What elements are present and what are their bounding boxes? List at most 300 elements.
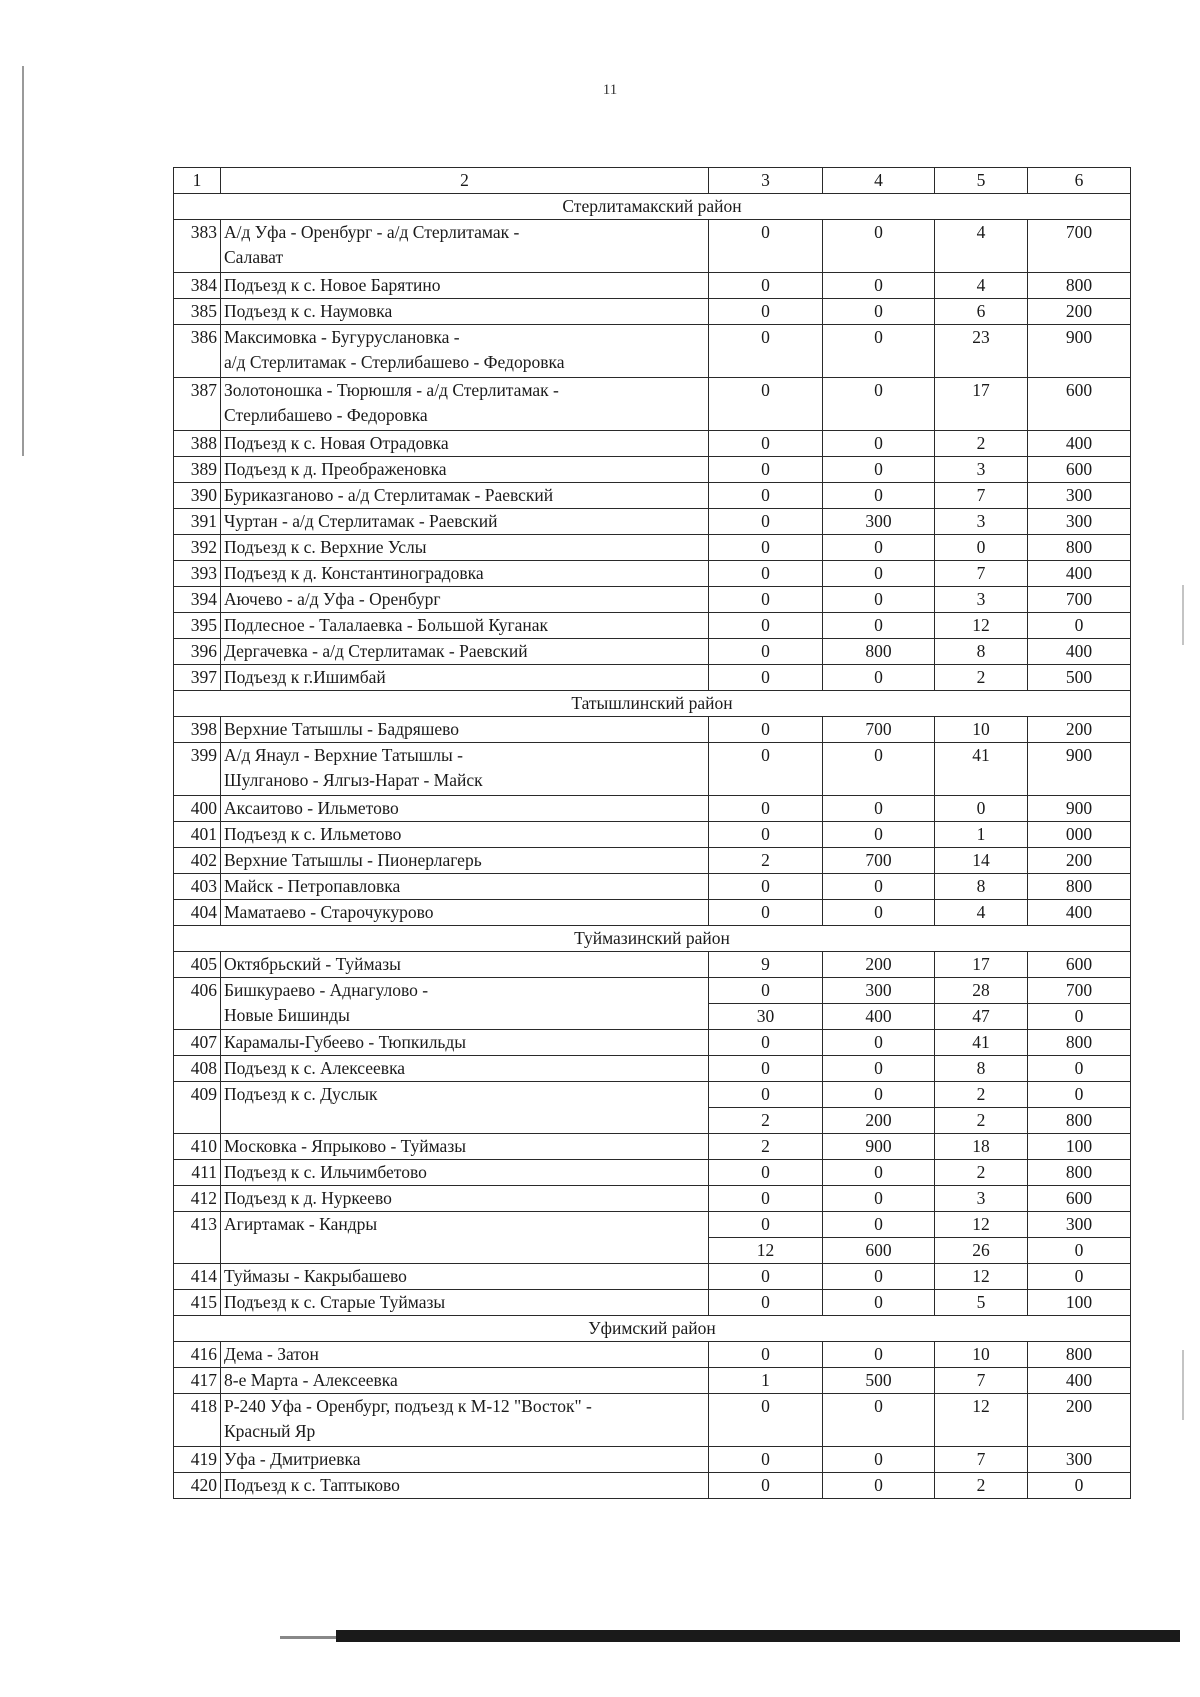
value-col-5: 7 [935, 561, 1028, 587]
column-header: 4 [823, 168, 935, 194]
value-col-4: 0 [823, 900, 935, 926]
value-col-5: 17 [935, 952, 1028, 978]
road-name [221, 848, 709, 874]
value-col-5: 7 [935, 1447, 1028, 1473]
table-row [174, 1264, 1131, 1290]
road-name-line: Майск - Петропавловка [224, 876, 401, 896]
column-header: 1 [174, 168, 221, 194]
table-row [174, 561, 1131, 587]
value-col-5: 2 [935, 431, 1028, 457]
value-col-6: 800 [1028, 874, 1131, 900]
road-name-line: Туймазы - Какрыбашево [224, 1266, 407, 1286]
value-col-4: 0 [823, 1056, 935, 1082]
value-col-4: 700 [823, 717, 935, 743]
value-col-4: 0 [823, 743, 935, 796]
value-col-3: 0 [709, 457, 823, 483]
column-header: 5 [935, 168, 1028, 194]
road-name-line: Красный Яр [224, 1421, 316, 1441]
value-col-6: 300 [1028, 483, 1131, 509]
value-col-5: 2 [935, 1082, 1028, 1108]
road-name [221, 1160, 709, 1186]
table-row [174, 1056, 1131, 1082]
table-row [174, 1134, 1131, 1160]
row-number: 405 [174, 952, 221, 978]
row-number: 387 [174, 378, 221, 431]
value-col-4: 0 [823, 665, 935, 691]
value-col-4: 600 [823, 1238, 935, 1264]
road-name [221, 1056, 709, 1082]
table-row [174, 1212, 1131, 1238]
value-col-6: 000 [1028, 822, 1131, 848]
row-number: 415 [174, 1290, 221, 1316]
value-col-3: 0 [709, 1160, 823, 1186]
value-col-4: 0 [823, 220, 935, 273]
value-col-5: 4 [935, 273, 1028, 299]
table-row [174, 325, 1131, 378]
road-name [221, 1394, 709, 1447]
road-name-line: Подъезд к с. Дуслык [224, 1084, 378, 1104]
value-col-4: 0 [823, 1030, 935, 1056]
value-col-4: 200 [823, 1108, 935, 1134]
value-col-6: 800 [1028, 1342, 1131, 1368]
table-row [174, 1160, 1131, 1186]
value-col-3: 0 [709, 1394, 823, 1447]
value-col-6: 800 [1028, 273, 1131, 299]
value-col-3: 30 [709, 1004, 823, 1030]
table-row [174, 743, 1131, 796]
value-col-6: 0 [1028, 1264, 1131, 1290]
road-name [221, 796, 709, 822]
row-number: 392 [174, 535, 221, 561]
value-col-4: 300 [823, 509, 935, 535]
row-number: 402 [174, 848, 221, 874]
value-col-3: 0 [709, 509, 823, 535]
road-name-line: Подъезд к д. Нуркеево [224, 1188, 392, 1208]
value-col-6: 200 [1028, 848, 1131, 874]
value-col-5: 10 [935, 1342, 1028, 1368]
road-name [221, 743, 709, 796]
section-row [174, 194, 1131, 220]
value-col-6: 800 [1028, 1160, 1131, 1186]
value-col-6: 700 [1028, 220, 1131, 273]
road-name-line: Салават [224, 247, 284, 267]
scan-artifact [280, 1636, 340, 1639]
road-name [221, 1082, 709, 1134]
value-col-4: 900 [823, 1134, 935, 1160]
value-col-3: 0 [709, 1290, 823, 1316]
row-number: 399 [174, 743, 221, 796]
value-col-5: 12 [935, 613, 1028, 639]
row-number: 416 [174, 1342, 221, 1368]
table-row [174, 639, 1131, 665]
row-number: 398 [174, 717, 221, 743]
value-col-3: 0 [709, 1342, 823, 1368]
value-col-5: 3 [935, 509, 1028, 535]
value-col-4: 0 [823, 1473, 935, 1499]
road-name [221, 717, 709, 743]
road-name-line: Подъезд к с. Верхние Услы [224, 537, 427, 557]
value-col-3: 0 [709, 639, 823, 665]
table-row [174, 717, 1131, 743]
road-name [221, 1186, 709, 1212]
road-name [221, 299, 709, 325]
value-col-4: 0 [823, 561, 935, 587]
road-name-line: Подъезд к с. Новое Барятино [224, 275, 441, 295]
table-row [174, 613, 1131, 639]
road-name-line: Стерлибашево - Федоровка [224, 405, 428, 425]
roads-table [173, 167, 1131, 1499]
road-name-line: а/д Стерлитамак - Стерлибашево - Федоровка [224, 352, 565, 372]
table-row [174, 220, 1131, 273]
road-name [221, 273, 709, 299]
road-name-line: Чуртан - а/д Стерлитамак - Раевский [224, 511, 498, 531]
value-col-5: 0 [935, 535, 1028, 561]
road-name [221, 639, 709, 665]
row-number: 396 [174, 639, 221, 665]
value-col-3: 0 [709, 822, 823, 848]
value-col-6: 800 [1028, 1030, 1131, 1056]
road-name-line: Буриказганово - а/д Стерлитамак - Раевский [224, 485, 554, 505]
road-name [221, 431, 709, 457]
value-col-6: 600 [1028, 952, 1131, 978]
table-row [174, 378, 1131, 431]
road-name-line: 8-е Марта - Алексеевка [224, 1370, 398, 1390]
value-col-3: 2 [709, 1108, 823, 1134]
table-row [174, 299, 1131, 325]
road-name-line: Шулганово - Ялгыз-Нарат - Майск [224, 770, 483, 790]
value-col-3: 0 [709, 535, 823, 561]
value-col-5: 8 [935, 874, 1028, 900]
scan-margin-line [22, 66, 24, 456]
road-name [221, 378, 709, 431]
value-col-3: 0 [709, 796, 823, 822]
value-col-6: 200 [1028, 717, 1131, 743]
value-col-5: 1 [935, 822, 1028, 848]
value-col-5: 6 [935, 299, 1028, 325]
value-col-6: 600 [1028, 1186, 1131, 1212]
value-col-5: 7 [935, 483, 1028, 509]
table-row [174, 273, 1131, 299]
value-col-5: 10 [935, 717, 1028, 743]
table-row [174, 483, 1131, 509]
road-name [221, 1030, 709, 1056]
section-row [174, 691, 1131, 717]
value-col-4: 0 [823, 1264, 935, 1290]
table-row [174, 665, 1131, 691]
value-col-5: 7 [935, 1368, 1028, 1394]
table-row [174, 1368, 1131, 1394]
table-row [174, 978, 1131, 1004]
value-col-6: 900 [1028, 325, 1131, 378]
value-col-3: 0 [709, 665, 823, 691]
road-name-line: Дергачевка - а/д Стерлитамак - Раевский [224, 641, 528, 661]
road-name-line: Подъезд к с. Ильметово [224, 824, 402, 844]
row-number: 408 [174, 1056, 221, 1082]
road-name [221, 1447, 709, 1473]
value-col-5: 2 [935, 1473, 1028, 1499]
value-col-6: 300 [1028, 509, 1131, 535]
value-col-6: 400 [1028, 900, 1131, 926]
road-name-line: Бишкураево - Аднагулово - [224, 980, 429, 1000]
value-col-3: 0 [709, 613, 823, 639]
value-col-6: 200 [1028, 299, 1131, 325]
road-name-line: Агиртамак - Кандры [224, 1214, 378, 1234]
table-row [174, 874, 1131, 900]
section-title: Туймазинский район [174, 926, 1131, 952]
section-title: Татышлинский район [174, 691, 1131, 717]
value-col-4: 0 [823, 325, 935, 378]
road-name [221, 874, 709, 900]
value-col-5: 17 [935, 378, 1028, 431]
scan-edge-bar [336, 1630, 1180, 1642]
road-name-line: Подъезд к с. Новая Отрадовка [224, 433, 449, 453]
value-col-3: 2 [709, 848, 823, 874]
value-col-4: 0 [823, 457, 935, 483]
page-number: 11 [602, 82, 618, 98]
row-number: 417 [174, 1368, 221, 1394]
value-col-4: 0 [823, 378, 935, 431]
value-col-4: 0 [823, 822, 935, 848]
value-col-6: 0 [1028, 1082, 1131, 1108]
value-col-4: 300 [823, 978, 935, 1004]
table-row [174, 1082, 1131, 1108]
scan-margin-mark [1182, 585, 1184, 645]
scan-margin-mark [1182, 1350, 1184, 1420]
row-number: 386 [174, 325, 221, 378]
row-number: 397 [174, 665, 221, 691]
value-col-6: 600 [1028, 378, 1131, 431]
value-col-6: 200 [1028, 1394, 1131, 1447]
value-col-3: 0 [709, 325, 823, 378]
road-name-line: Аючево - а/д Уфа - Оренбург [224, 589, 441, 609]
value-col-5: 12 [935, 1394, 1028, 1447]
value-col-5: 3 [935, 1186, 1028, 1212]
road-name [221, 1368, 709, 1394]
value-col-4: 0 [823, 1290, 935, 1316]
column-header: 2 [221, 168, 709, 194]
road-name-line: Уфа - Дмитриевка [224, 1449, 361, 1469]
row-number: 418 [174, 1394, 221, 1447]
road-name-line: Подъезд к с. Старые Туймазы [224, 1292, 446, 1312]
value-col-4: 0 [823, 1160, 935, 1186]
value-col-6: 400 [1028, 431, 1131, 457]
table-row [174, 1186, 1131, 1212]
road-name [221, 483, 709, 509]
road-name [221, 220, 709, 273]
header-row [174, 168, 1131, 194]
value-col-4: 0 [823, 299, 935, 325]
row-number: 404 [174, 900, 221, 926]
table-row [174, 952, 1131, 978]
table-row [174, 822, 1131, 848]
value-col-5: 47 [935, 1004, 1028, 1030]
roads-table-body [174, 168, 1131, 1499]
value-col-4: 500 [823, 1368, 935, 1394]
value-col-3: 0 [709, 220, 823, 273]
road-name [221, 1342, 709, 1368]
row-number: 401 [174, 822, 221, 848]
value-col-5: 2 [935, 1108, 1028, 1134]
row-number: 385 [174, 299, 221, 325]
value-col-6: 500 [1028, 665, 1131, 691]
value-col-5: 8 [935, 639, 1028, 665]
value-col-4: 0 [823, 613, 935, 639]
value-col-4: 0 [823, 1447, 935, 1473]
road-name [221, 1134, 709, 1160]
table-row [174, 587, 1131, 613]
row-number: 412 [174, 1186, 221, 1212]
row-number: 403 [174, 874, 221, 900]
road-name [221, 535, 709, 561]
road-name [221, 1290, 709, 1316]
value-col-5: 41 [935, 1030, 1028, 1056]
road-name [221, 952, 709, 978]
table-row [174, 1394, 1131, 1447]
road-name [221, 665, 709, 691]
value-col-3: 9 [709, 952, 823, 978]
value-col-3: 0 [709, 1473, 823, 1499]
row-number: 419 [174, 1447, 221, 1473]
value-col-3: 0 [709, 1030, 823, 1056]
value-col-5: 5 [935, 1290, 1028, 1316]
value-col-3: 12 [709, 1238, 823, 1264]
row-number: 414 [174, 1264, 221, 1290]
road-name-line: Подъезд к с. Алексеевка [224, 1058, 406, 1078]
value-col-6: 300 [1028, 1212, 1131, 1238]
road-name-line: Подъезд к д. Константиноградовка [224, 563, 484, 583]
road-name-line: Верхние Татышлы - Бадряшево [224, 719, 459, 739]
value-col-6: 800 [1028, 1108, 1131, 1134]
road-name-line: Максимовка - Бугуруслановка - [224, 327, 460, 347]
value-col-5: 8 [935, 1056, 1028, 1082]
row-number: 407 [174, 1030, 221, 1056]
value-col-3: 0 [709, 273, 823, 299]
value-col-5: 2 [935, 665, 1028, 691]
value-col-3: 0 [709, 1212, 823, 1238]
value-col-3: 0 [709, 561, 823, 587]
value-col-5: 28 [935, 978, 1028, 1004]
road-name-line: Новые Бишинды [224, 1005, 350, 1025]
value-col-6: 0 [1028, 1238, 1131, 1264]
value-col-6: 700 [1028, 978, 1131, 1004]
value-col-4: 0 [823, 587, 935, 613]
road-name-line: Октябрьский - Туймазы [224, 954, 401, 974]
table-row [174, 509, 1131, 535]
row-number: 395 [174, 613, 221, 639]
road-name-line: Подъезд к с. Ильчимбетово [224, 1162, 427, 1182]
value-col-3: 0 [709, 900, 823, 926]
value-col-3: 1 [709, 1368, 823, 1394]
column-header: 3 [709, 168, 823, 194]
value-col-4: 0 [823, 1082, 935, 1108]
value-col-4: 0 [823, 1342, 935, 1368]
road-name [221, 1212, 709, 1264]
value-col-6: 300 [1028, 1447, 1131, 1473]
road-name-line: Подъезд к с. Наумовка [224, 301, 393, 321]
row-number: 384 [174, 273, 221, 299]
value-col-6: 400 [1028, 639, 1131, 665]
value-col-5: 26 [935, 1238, 1028, 1264]
value-col-6: 800 [1028, 535, 1131, 561]
road-name-line: Подъезд к с. Таптыково [224, 1475, 400, 1495]
road-name-line: Дема - Затон [224, 1344, 319, 1364]
row-number: 383 [174, 220, 221, 273]
road-name [221, 325, 709, 378]
value-col-5: 4 [935, 220, 1028, 273]
value-col-3: 0 [709, 378, 823, 431]
value-col-4: 0 [823, 1186, 935, 1212]
value-col-3: 0 [709, 299, 823, 325]
value-col-5: 18 [935, 1134, 1028, 1160]
road-name-line: Золотоношка - Тюрюшля - а/д Стерлитамак - [224, 380, 559, 400]
road-name-line: Подъезд к г.Ишимбай [224, 667, 386, 687]
value-col-3: 0 [709, 483, 823, 509]
value-col-4: 0 [823, 1394, 935, 1447]
value-col-5: 14 [935, 848, 1028, 874]
section-row [174, 926, 1131, 952]
row-number: 406 [174, 978, 221, 1030]
row-number: 390 [174, 483, 221, 509]
table-row [174, 796, 1131, 822]
row-number: 410 [174, 1134, 221, 1160]
road-name-line: Р-240 Уфа - Оренбург, подъезд к М-12 "Восток" - [224, 1396, 592, 1416]
value-col-5: 3 [935, 587, 1028, 613]
value-col-4: 0 [823, 796, 935, 822]
value-col-4: 0 [823, 431, 935, 457]
row-number: 393 [174, 561, 221, 587]
value-col-3: 0 [709, 717, 823, 743]
road-name [221, 561, 709, 587]
section-title: Уфимский район [174, 1316, 1131, 1342]
road-name [221, 613, 709, 639]
road-name-line: Аксаитово - Ильметово [224, 798, 399, 818]
value-col-4: 0 [823, 483, 935, 509]
value-col-4: 700 [823, 848, 935, 874]
row-number: 411 [174, 1160, 221, 1186]
value-col-6: 0 [1028, 1473, 1131, 1499]
road-name-line: Маматаево - Старочукурово [224, 902, 434, 922]
road-name-line: Подлесное - Талалаевка - Большой Куганак [224, 615, 549, 635]
road-name-line: Верхние Татышлы - Пионерлагерь [224, 850, 482, 870]
row-number: 413 [174, 1212, 221, 1264]
value-col-5: 23 [935, 325, 1028, 378]
value-col-6: 100 [1028, 1134, 1131, 1160]
table-row [174, 1473, 1131, 1499]
table-row [174, 431, 1131, 457]
value-col-6: 0 [1028, 1056, 1131, 1082]
value-col-5: 4 [935, 900, 1028, 926]
road-name [221, 457, 709, 483]
road-name [221, 822, 709, 848]
value-col-5: 0 [935, 796, 1028, 822]
table-row [174, 457, 1131, 483]
table-row [174, 848, 1131, 874]
table-row [174, 1342, 1131, 1368]
value-col-6: 400 [1028, 1368, 1131, 1394]
value-col-3: 0 [709, 1056, 823, 1082]
road-name [221, 900, 709, 926]
value-col-3: 0 [709, 587, 823, 613]
table-row [174, 1030, 1131, 1056]
value-col-4: 400 [823, 1004, 935, 1030]
value-col-6: 600 [1028, 457, 1131, 483]
road-name [221, 978, 709, 1030]
value-col-3: 0 [709, 978, 823, 1004]
value-col-3: 2 [709, 1134, 823, 1160]
value-col-6: 900 [1028, 796, 1131, 822]
table-row [174, 1290, 1131, 1316]
value-col-4: 800 [823, 639, 935, 665]
